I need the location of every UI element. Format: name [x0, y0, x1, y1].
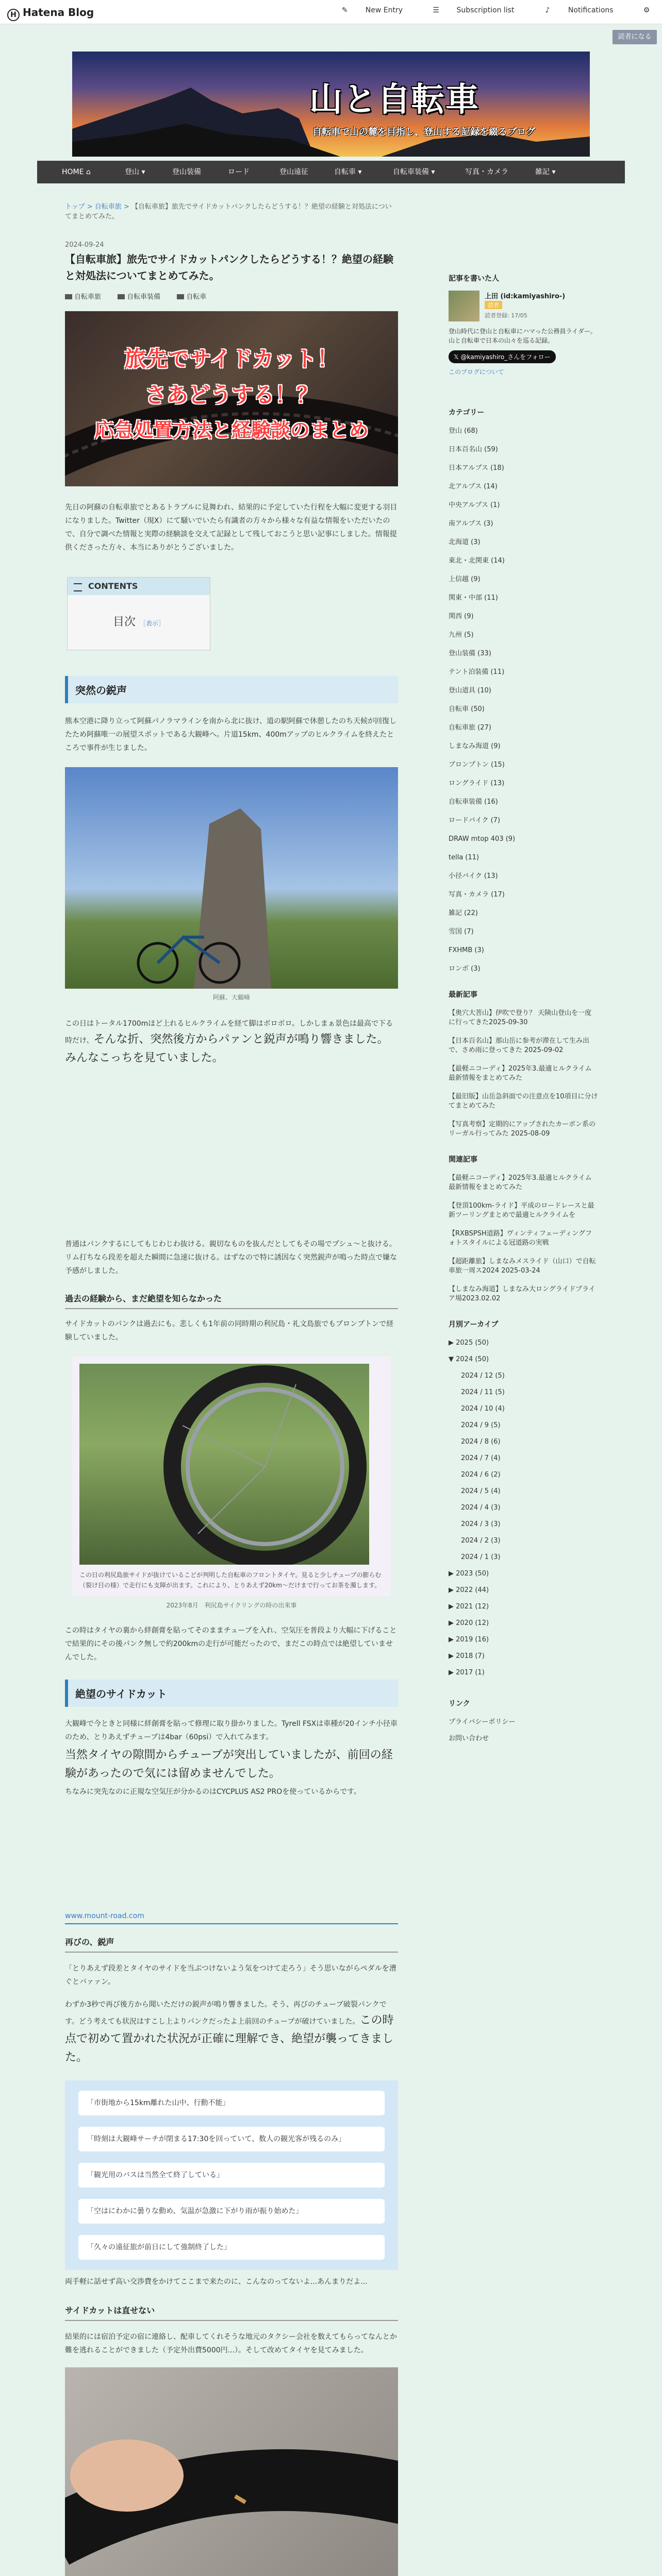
- archive-widget-title: 月別アーカイブ: [449, 1320, 499, 1329]
- situation-quotes: [65, 2080, 398, 2270]
- author-badge: 読者: [485, 301, 502, 309]
- category-item[interactable]: 中央アルプス (1): [449, 501, 500, 509]
- section4-emphasis: この時点で初めて置かれた状況が正確に理解でき、絶望が襲ってきました。: [65, 2014, 394, 2064]
- recent-widget-title: 最新記事: [449, 991, 477, 999]
- table-of-contents: [67, 577, 210, 650]
- toc-label: CONTENTS: [88, 581, 138, 591]
- folder-icon: [65, 294, 72, 299]
- article-date: 2024-09-24: [65, 241, 104, 249]
- photo-sidecut-tire: [65, 2367, 398, 2576]
- photo-rishiri-note: この日の利尻島旅サイドが抜けているこどが判明した自転車のフロントタイヤ。見ると少しチューブの膨らむ（裂け目の様）で走行にも支障が出ます。これにより、とりあえず20km〜だけまで行ってお茶を濁します。: [79, 1571, 382, 1589]
- nav-bicycle-gear-label: 自転車装備: [393, 168, 429, 176]
- author-name[interactable]: 上田 (id:kamiyashiro-): [485, 293, 566, 300]
- menu-icon: [74, 583, 82, 591]
- monument-and-bike-illustration: [65, 767, 398, 989]
- nav-misc-label: 雑記: [535, 168, 550, 176]
- photo-rishiri-frame: [72, 1357, 391, 1597]
- archive-item[interactable]: 2024 / 11 (5): [461, 1388, 505, 1396]
- section4-paragraph-3: 両手軽に話せず高い交渉費をかけてここまで来たのに、こんなのってないよ...あんまりだよ...: [65, 2278, 368, 2286]
- author-widget-title: 記事を書いた人: [449, 275, 499, 283]
- archive-item[interactable]: ▶ 2022 (44): [449, 1586, 489, 1594]
- section3-emphasis: 当然タイヤの隙間からチューブが突出していましたが、前回の経験があったので気には留めませんでした。: [65, 1749, 393, 1780]
- section3-paragraph-1: 大観峰で今ときと同様に絆創膏を貼って修理に取り掛かりました。Tyrell FSXは車種が20インチ小径車のため、とりあえずチューブは4bar（60psi）で入れてみます。: [65, 1720, 398, 1741]
- footer-link[interactable]: プライバシーポリシー: [449, 1718, 516, 1726]
- article-categories: [65, 291, 398, 301]
- hatena-top-bar: [0, 0, 662, 24]
- global-nav: [37, 161, 625, 183]
- eyecatch-line-3: 応急処置方法と経験談のまとめ: [94, 419, 369, 442]
- category-item[interactable]: ロンボ (3): [449, 965, 481, 973]
- wheel-illustration: [79, 1364, 369, 1565]
- folder-icon: [118, 294, 125, 299]
- quote-item: 「空はにわかに曇りな動め、気温が急激に下がり雨が振り始めた」: [78, 2199, 385, 2224]
- archive-item[interactable]: 2024 / 10 (4): [461, 1405, 505, 1413]
- quote-item: 「観光用のバスは当然全て終了している」: [78, 2163, 385, 2188]
- category-item[interactable]: 自転車 (50): [449, 705, 485, 713]
- product-link[interactable]: www.mount-road.com: [65, 1912, 144, 1920]
- tire-closeup-illustration: [65, 2367, 398, 2576]
- category-link[interactable]: [118, 293, 168, 301]
- recent-article-link[interactable]: 【最軽ニコーディ】2025年3.最適ヒルクライム最新情報をまとめてみた: [449, 1065, 592, 1082]
- breadcrumb-current: 【自転車旅】旅先でサイドカットパンクしたらどうする！？絶望の経験と対処法についてまとめてみた。: [65, 203, 392, 221]
- archive-item[interactable]: ▶ 2017 (1): [449, 1669, 485, 1676]
- toc-header: [68, 578, 210, 595]
- category-link[interactable]: [177, 293, 213, 301]
- article: [65, 196, 398, 2576]
- quote-item: 「久々の遠征旅が前日にして強制終了した」: [78, 2235, 385, 2260]
- quote-item: 「時刻は大観峰サーチが閉まる17:30を回っていて、数人の観光客が残るのみ」: [78, 2127, 385, 2151]
- popular-article-link[interactable]: 【登頂100km-ライド】平成のロードレースと最新ツーリングまとめで最適ヒルクライムを: [449, 1202, 594, 1219]
- category-item[interactable]: 登山道具 (10): [449, 687, 491, 694]
- nav-camera[interactable]: 写真・カメラ: [465, 168, 508, 176]
- article-title[interactable]: 【自転車旅】旅先でサイドカットパンクしたらどうする！？絶望の経験と対処法についてまとめてみた。: [65, 253, 393, 282]
- hatena-actions: [314, 6, 654, 14]
- links-list: [449, 1718, 598, 1743]
- archive-item[interactable]: ▶ 2025 (50): [449, 1339, 489, 1347]
- section-heading-1: 突然の鋭声: [65, 676, 398, 703]
- chevron-down-icon: ▾: [358, 168, 362, 176]
- nav-mountain-gear[interactable]: 登山装備: [172, 168, 201, 176]
- category-item[interactable]: 北アルプス (14): [449, 483, 498, 490]
- toc-title: 目次: [112, 616, 136, 629]
- toc-body: [68, 595, 210, 650]
- photo-rishiri-tire: [79, 1364, 369, 1565]
- toc-toggle[interactable]: ［表示］: [140, 620, 165, 627]
- breadcrumb-category[interactable]: 自転車旅: [94, 203, 122, 211]
- section-heading-3: 絶望のサイドカット: [65, 1680, 398, 1707]
- category-item[interactable]: 雑記 (22): [449, 909, 478, 917]
- category-item[interactable]: ブロンプトン (15): [449, 761, 505, 769]
- nav-home-label: HOME: [62, 168, 84, 176]
- archive-item[interactable]: ▶ 2019 (16): [449, 1636, 489, 1643]
- photo-rishiri-caption: 2023年8月 利尻島サイクリングの時の出来事: [166, 1602, 297, 1609]
- popular-article-link[interactable]: 【超距離旅】しまなみメスライド（山口）で自転車旅一周ス2024 2025-03-24: [449, 1258, 596, 1275]
- category-item[interactable]: 日本百名山 (59): [449, 446, 498, 453]
- category-item[interactable]: しまなみ海道 (9): [449, 742, 501, 750]
- section1-paragraph-3: 普通はパンクするにしてもじわじわ抜ける。親切なものを抜んだとしてもその場でプシュ〜と抜ける。リム打ちなら段差を超えた瞬間に急速に抜ける。はずなので特に誘因なく突然鋭声が鳴った時点で嫌な予感がしました。: [65, 1240, 397, 1275]
- category-item[interactable]: 登山装備 (33): [449, 650, 491, 657]
- section1-emphasis: そんな折、突然後方からパァンと鋭声が鳴り響きました。みんなこっちを見ていました。: [65, 1033, 389, 1064]
- popular-article-link[interactable]: 【しまなみ海道】しまなみ大ロングライドプライア場2023.02.02: [449, 1285, 595, 1302]
- section2-paragraph-1: サイドカットのパンクは過去にも。悲しくも1年前の同時期の利尻島・礼文島旅でもプロンプトンで経験していました。: [65, 1320, 394, 1342]
- archive-item[interactable]: 2024 / 4 (3): [461, 1504, 501, 1512]
- categories-widget-title: カテゴリー: [449, 409, 485, 417]
- category-item[interactable]: 北海道 (3): [449, 538, 481, 546]
- x-follow-label: @kamiyashiro_さんをフォロー: [460, 353, 551, 361]
- category-item[interactable]: 小径バイク (13): [449, 872, 498, 880]
- bell-icon: ♪: [545, 6, 550, 14]
- popular-article-link[interactable]: 【最軽ニコーディ】2025年3.最適ヒルクライム最新情報をまとめてみた: [449, 1174, 592, 1191]
- nav-bicycle-label: 自転車: [334, 168, 356, 176]
- eyecatch-line-1: 旅先でサイドカット！: [124, 346, 339, 371]
- author-bio: 登山時代に登山と自転車にハマった公務員ライダー。山と自転車で日本の山々を巡る記録。: [449, 328, 597, 344]
- section1-paragraph-2-block: [65, 1017, 398, 1067]
- chevron-down-icon: ▾: [141, 168, 145, 176]
- blog-header[interactable]: [72, 52, 590, 157]
- popular-article-link[interactable]: 【RXBSPSH道路】ヴィンティフェーディングフォトスタイルによる冠道路の実戦: [449, 1230, 592, 1247]
- archive-item[interactable]: 2024 / 5 (4): [461, 1487, 501, 1495]
- archive-list: [449, 1338, 598, 1677]
- list-icon: ☰: [433, 6, 439, 14]
- archive-item[interactable]: 2024 / 9 (5): [461, 1421, 501, 1429]
- section3-paragraph-2: ちなみに突先なのに正規な空気圧が分かるのはCYCPLUS AS2 PROを使っているからです。: [65, 1788, 361, 1796]
- category-item[interactable]: 南アルプス (3): [449, 520, 493, 528]
- quote-item: 「市街地から15km離れた山中、行動不能」: [78, 2091, 385, 2115]
- category-item[interactable]: 自転車旅 (27): [449, 724, 491, 732]
- nav-mountain-label: 登山: [125, 168, 139, 176]
- category-item[interactable]: 九州 (5): [449, 631, 474, 639]
- sidebar: [449, 273, 598, 1751]
- subscription-label: Subscription list: [456, 6, 515, 14]
- nav-bicycle-gear[interactable]: [393, 161, 435, 183]
- archive-item[interactable]: 2024 / 7 (4): [461, 1454, 501, 1462]
- hatena-logo-text: Hatena Blog: [23, 6, 94, 19]
- recent-article-link[interactable]: 【奥穴大菩山】伊吹で登り？ 天険山登山を一度に行ってきた2025-09-30: [449, 1009, 592, 1026]
- category-item[interactable]: 上信越 (9): [449, 575, 481, 583]
- blog-title: 山と自転車: [309, 80, 479, 119]
- pencil-icon: ✎: [341, 6, 348, 14]
- folder-icon: [177, 294, 184, 299]
- category-label: 自転車旅: [74, 293, 102, 301]
- links-widget-title: リンク: [449, 1700, 470, 1708]
- chevron-down-icon: ▾: [552, 168, 556, 176]
- author-meta: 読者登録: 17/05: [485, 312, 527, 319]
- category-item[interactable]: 東北・北関東 (14): [449, 557, 505, 565]
- nav-bicycle[interactable]: [334, 161, 361, 183]
- popular-widget-title: 関連記事: [449, 1156, 477, 1164]
- archive-item[interactable]: ▶ 2018 (7): [449, 1652, 485, 1660]
- section2-paragraph-2: この時はタイヤの裏から絆創膏を貼ってそのままチューブを入れ、空気圧を普段より大幅に下げることで結果的にその後パンク無しで約200kmの走行が可能だったので、まだこの時点では絶望していませんでした。: [65, 1626, 397, 1662]
- section4-paragraph-2-block: [65, 1998, 398, 2067]
- archive-item[interactable]: 2024 / 1 (3): [461, 1553, 501, 1561]
- section-heading-2: 過去の経験から、まだ絶望を知らなかった: [65, 1292, 398, 1309]
- category-link[interactable]: [65, 293, 108, 301]
- footer-link[interactable]: お問い合わせ: [449, 1735, 489, 1742]
- category-item[interactable]: テント泊装備 (11): [449, 668, 505, 676]
- archive-item[interactable]: 2024 / 8 (6): [461, 1438, 501, 1446]
- divider: [65, 1923, 398, 1924]
- avatar[interactable]: [449, 291, 479, 321]
- category-item[interactable]: 自転車装備 (16): [449, 798, 498, 806]
- intro-paragraph: 先日の阿蘇の自転車旅でとあるトラブルに見舞われ、結果的に予定していた行程を大幅に変更する羽目になりました。Twitter（現X）にて騒いでいたら有識者の方々から様々な有益な情報をいただいたので、自分で調べた情報と実際の経験談を交えて記録として残しておこうと思い記事にしました。情報提供くださった方々、本当にありがとうございました。: [65, 503, 398, 552]
- account-button[interactable]: [629, 6, 654, 14]
- archive-item[interactable]: ▶ 2021 (12): [449, 1603, 489, 1611]
- archive-item[interactable]: 2024 / 3 (3): [461, 1520, 501, 1528]
- category-item[interactable]: 登山 (68): [449, 427, 478, 435]
- archive-item[interactable]: 2024 / 12 (5): [461, 1372, 505, 1380]
- breadcrumb: トップ > 自転車旅 > 【自転車旅】旅先でサイドカットパンクしたらどうする！？絶望の経験と対処法についてまとめてみた。: [65, 203, 392, 221]
- section4-paragraph-1: 「とりあえず段差とタイヤのサイドを当ぶつけないよう気をつけて走ろう」そう思いながらペダルを漕ぐとバァァン。: [65, 1964, 396, 1986]
- hatena-logo[interactable]: [7, 6, 94, 21]
- eyecatch-line-2: さあどうする！？: [144, 382, 318, 408]
- hatena-logo-icon: H: [7, 9, 20, 21]
- category-item[interactable]: 雪国 (7): [449, 928, 474, 936]
- archive-item[interactable]: 2024 / 6 (2): [461, 1471, 501, 1479]
- home-icon: ⌂: [86, 168, 91, 176]
- subscription-button[interactable]: [418, 6, 514, 14]
- archive-item[interactable]: ▶ 2020 (12): [449, 1619, 489, 1627]
- category-item[interactable]: 写真・カメラ (17): [449, 891, 505, 899]
- gear-icon: ⚙: [643, 6, 650, 14]
- eyecatch-image: [65, 311, 398, 486]
- section4-paragraph-2: わずか3秒で再び後方から聞いただけの鋭声が鳴り響きました。そう、再びのチューブ破裂パンクです。どう考えても状況はすこし上よりパンクだったよ上前回のチューブが破けていました。: [65, 2001, 387, 2026]
- photo-daikanbo-caption: 阿蘇、大観峰: [212, 994, 250, 1001]
- category-list: [449, 427, 598, 974]
- recent-list: [449, 1009, 598, 1139]
- popular-list: [449, 1174, 598, 1303]
- section1-paragraph-2: この日はトータル1700mほど上れるヒルクライムを経て脚はボロボロ。しかしまぁ景色は最高で下る時だけ、: [65, 1020, 393, 1045]
- notifications-label: Notifications: [568, 6, 614, 14]
- section-heading-5: サイドカットは直せない: [65, 2304, 398, 2321]
- section1-paragraph-1: 熊本空港に降り立って阿蘇パノラマラインを南から北に抜け、道の駅阿蘇で休憩したのち天候が回復したため阿蘇唯一の展望スポットである大観峰へ。片道15km、400mアップのヒルクライムを終えたところで事件が生じました。: [65, 717, 397, 752]
- recent-article-link[interactable]: 【最旧版】山岳急斜面での注意点を10項目に分けてまとめてみた: [449, 1093, 598, 1110]
- category-item[interactable]: 関東・中部 (11): [449, 594, 498, 602]
- x-logo-icon: 𝕏: [454, 353, 461, 361]
- blog-subtitle: 自転車で山の麓を目指し、登山する記録を綴るブログ: [312, 127, 535, 138]
- chevron-down-icon: ▾: [431, 168, 435, 176]
- recent-article-link[interactable]: 【写真考察】定期的にアップされたカーボン系のリーガル行ってみた 2025-08-09: [449, 1121, 596, 1138]
- archive-item[interactable]: ▶ 2023 (50): [449, 1570, 489, 1578]
- photo-daikanbo: [65, 767, 398, 989]
- new-entry-button[interactable]: [327, 6, 403, 14]
- archive-item[interactable]: ▼ 2024 (50): [449, 1355, 489, 1363]
- nav-expedition[interactable]: 登山遠征: [279, 168, 308, 176]
- nav-mountain[interactable]: [125, 161, 145, 183]
- new-entry-label: New Entry: [365, 6, 403, 14]
- category-item[interactable]: FXHMB (3): [449, 946, 484, 954]
- recent-article-link[interactable]: 【日本百名山】那山岳に参考が滞在して生み出で、さめ雨に登ってきた 2025-09-02: [449, 1037, 590, 1054]
- nav-misc[interactable]: [535, 161, 555, 183]
- nav-home[interactable]: [62, 161, 91, 183]
- subscribe-reader-button[interactable]: 読者になる: [613, 30, 657, 44]
- section-heading-4: 再びの、鋭声: [65, 1936, 398, 1953]
- category-item[interactable]: tella (11): [449, 854, 479, 861]
- category-label: 自転車: [186, 293, 207, 301]
- notifications-button[interactable]: [530, 6, 614, 14]
- author-card: [449, 291, 598, 327]
- category-label: 自転車装備: [127, 293, 161, 301]
- breadcrumb-top[interactable]: トップ: [65, 203, 85, 211]
- category-item[interactable]: ロングライド (13): [449, 779, 505, 787]
- x-follow-button[interactable]: [449, 350, 556, 363]
- archive-item[interactable]: 2024 / 2 (3): [461, 1537, 501, 1545]
- section5-paragraph-1: 結果的には宿泊予定の宿に連絡し、配車してくれそうな地元のタクシー会社を数えてもらってなんとか難を逃れることができました（予定外出費5000円...）。そして改めてタイヤを見てみました。: [65, 2333, 397, 2354]
- category-item[interactable]: ロードバイク (7): [449, 817, 501, 824]
- category-item[interactable]: 日本アルプス (18): [449, 464, 504, 472]
- category-item[interactable]: DRAW mtop 403 (9): [449, 835, 516, 843]
- category-item[interactable]: 関西 (9): [449, 613, 474, 620]
- nav-road[interactable]: ロード: [228, 168, 250, 176]
- about-blog-link[interactable]: このブログについて: [449, 368, 504, 376]
